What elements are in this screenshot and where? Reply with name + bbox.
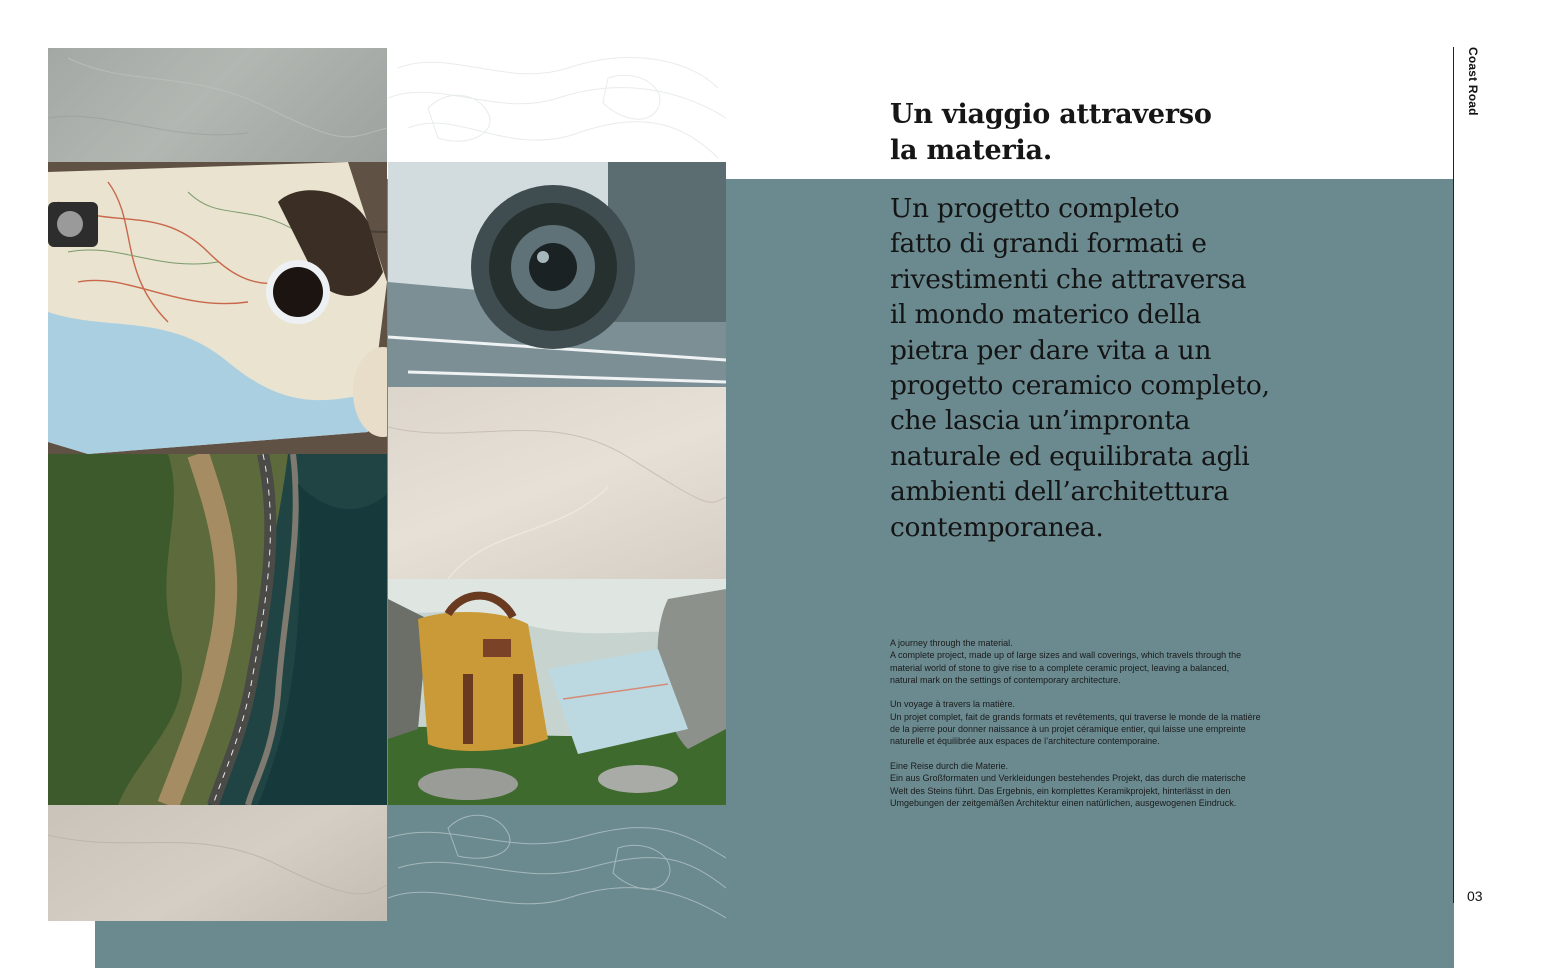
translation-line: natural mark on the settings of contemporary architecture. bbox=[890, 674, 1121, 685]
intro-line: il mondo materico della bbox=[890, 299, 1201, 331]
translation-line: Welt des Steins führt. Das Ergebnis, ein komplettes Keramikprojekt, hinterlässt in den bbox=[890, 785, 1231, 796]
italian-intro-text bbox=[890, 191, 1270, 545]
heading-line: Un viaggio attraverso bbox=[890, 99, 1212, 130]
french-translation bbox=[890, 698, 1290, 747]
camera-lens-photo bbox=[388, 162, 726, 387]
backpack-hiking-photo bbox=[388, 579, 726, 805]
english-translation bbox=[890, 637, 1290, 686]
collection-name-vertical: Coast Road bbox=[1466, 47, 1480, 116]
intro-line: fatto di grandi formati e bbox=[890, 228, 1207, 260]
intro-line: pietra per dare vita a un bbox=[890, 334, 1212, 366]
translation-line: Umgebungen der zeitgemäßen Architektur einen natürlichen, ausgewogenen Eindruck. bbox=[890, 797, 1237, 808]
translation-line: material world of stone to give rise to a complete ceramic project, leaving a balanced, bbox=[890, 662, 1230, 673]
intro-line: contemporanea. bbox=[890, 511, 1104, 543]
page-heading bbox=[890, 97, 1212, 169]
side-divider-line bbox=[1453, 47, 1454, 903]
translations-block bbox=[890, 637, 1290, 821]
beige-stone-texture-image bbox=[388, 387, 726, 579]
translation-line: Un voyage à travers la matière. bbox=[890, 699, 1016, 710]
translation-line: A journey through the material. bbox=[890, 638, 1013, 648]
intro-line: progetto ceramico completo, bbox=[890, 370, 1270, 402]
travel-map-photo bbox=[48, 162, 387, 454]
intro-line: ambienti dell’architettura bbox=[890, 476, 1229, 508]
coastal-road-aerial-photo bbox=[48, 454, 387, 805]
german-translation bbox=[890, 760, 1290, 809]
heading-line: la materia. bbox=[890, 135, 1053, 166]
translation-line: de la pierre pour donner naissance à un projet céramique entier, qui laisse une empreinte bbox=[890, 724, 1246, 735]
translation-line: Ein aus Großformaten und Verkleidungen bestehendes Projekt, das durch die materische bbox=[890, 773, 1246, 784]
intro-line: naturale ed equilibrata agli bbox=[890, 440, 1250, 472]
light-stone-texture-image bbox=[48, 805, 387, 921]
intro-line: che lascia un’impronta bbox=[890, 405, 1191, 437]
translation-line: Eine Reise durch die Materie. bbox=[890, 760, 1009, 771]
intro-line: Un progetto completo bbox=[890, 193, 1180, 224]
grey-stone-texture-image bbox=[48, 48, 387, 162]
intro-line: rivestimenti che attraversa bbox=[890, 263, 1247, 295]
translation-line: naturelle et équilibrée aux espaces de l’architecture contemporaine. bbox=[890, 736, 1160, 747]
translation-line: Un projet complet, fait de grands formats et revêtements, qui traverse le monde de la matière bbox=[890, 711, 1261, 722]
translation-line: A complete project, made up of large sizes and wall coverings, which travels through the bbox=[890, 650, 1242, 661]
page-number: 03 bbox=[1467, 888, 1483, 904]
